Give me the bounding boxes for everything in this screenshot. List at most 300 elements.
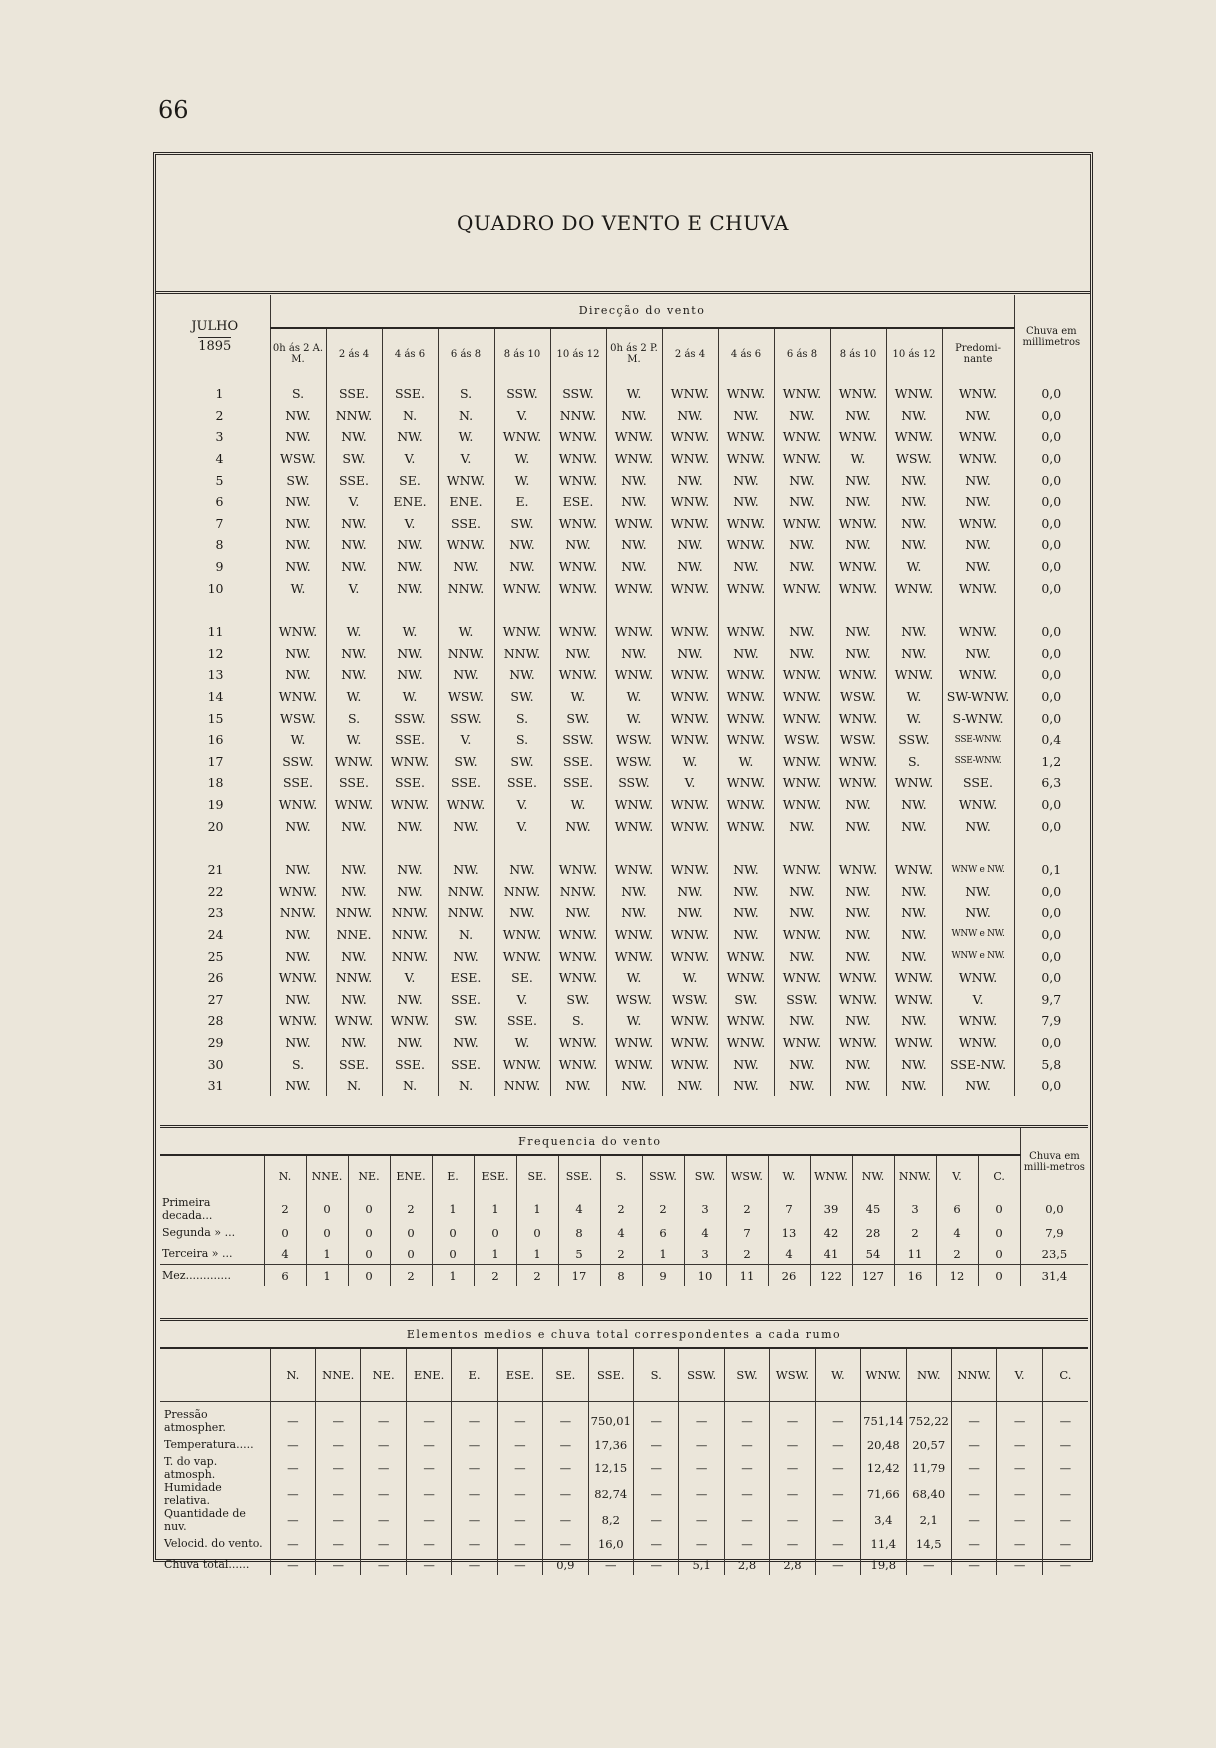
direction-cell: WNW.: [550, 621, 606, 643]
direction-cell: NW.: [270, 534, 326, 556]
direction-cell: NW.: [830, 534, 886, 556]
direction-cell: V.: [382, 513, 438, 535]
predominant-cell: WNW.: [942, 448, 1014, 470]
direction-cell: V.: [494, 794, 550, 816]
direction-cell: SSE.: [494, 1010, 550, 1032]
spacer-cell: [550, 837, 606, 859]
direction-cell: NNW.: [326, 967, 382, 989]
direction-cell: W.: [662, 967, 718, 989]
direction-cell: WSW.: [270, 707, 326, 729]
direction-cell: SSE.: [326, 1053, 382, 1075]
spacer-cell: [438, 837, 494, 859]
spacer-cell: [382, 837, 438, 859]
day-cell: 11: [207, 624, 224, 640]
rain-cell: 1,2: [1014, 751, 1088, 773]
direction-cell: WNW.: [606, 1053, 662, 1075]
frequency-cell: 2: [264, 1196, 306, 1222]
element-cell: —: [361, 1507, 406, 1533]
frequency-cell: 0: [432, 1222, 474, 1243]
direction-cell: WNW.: [494, 1053, 550, 1075]
direction-cell: NW.: [494, 902, 550, 924]
table-row: [160, 902, 1088, 924]
direction-cell: S.: [550, 1010, 606, 1032]
frequency-cell: 8: [558, 1222, 600, 1243]
direction-cell: W.: [438, 426, 494, 448]
direction-cell: NW.: [382, 815, 438, 837]
direction-cell: NW.: [830, 945, 886, 967]
direction-cell: W.: [438, 621, 494, 643]
direction-cell: NW.: [326, 1032, 382, 1054]
direction-cell: NW.: [270, 405, 326, 427]
element-cell: 68,40: [906, 1481, 951, 1507]
element-cell: —: [997, 1554, 1042, 1575]
direction-cell: WNW.: [550, 1053, 606, 1075]
element-cell: —: [361, 1481, 406, 1507]
table-row: [160, 880, 1088, 902]
element-cell: —: [679, 1481, 724, 1507]
direction-cell: NW.: [886, 880, 942, 902]
direction-header: SSE.: [588, 1348, 633, 1402]
direction-cell: NW.: [886, 945, 942, 967]
direction-cell: SSE.: [438, 1053, 494, 1075]
element-cell: 11,4: [861, 1533, 906, 1554]
element-cell: 2,8: [770, 1554, 815, 1575]
direction-header: NNW.: [951, 1348, 996, 1402]
direction-cell: NW.: [270, 945, 326, 967]
direction-cell: NW.: [830, 621, 886, 643]
frequency-cell: 1: [516, 1243, 558, 1265]
direction-cell: NNW.: [494, 880, 550, 902]
direction-cell: SSE.: [270, 772, 326, 794]
frequency-cell: 6: [642, 1222, 684, 1243]
direction-cell: NNW.: [550, 880, 606, 902]
direction-cell: WNW.: [494, 426, 550, 448]
direction-cell: WSW.: [774, 729, 830, 751]
day-cell: 20: [207, 818, 224, 834]
element-cell: 751,14: [861, 1402, 906, 1435]
direction-cell: NW.: [830, 643, 886, 665]
direction-cell: WNW.: [270, 621, 326, 643]
row-label: Temperatura.....: [164, 1438, 254, 1451]
row-label: T. do vap. atmosph.: [164, 1455, 218, 1481]
predominant-cell: S-WNW.: [942, 707, 1014, 729]
predominant-cell: WNW.: [942, 426, 1014, 448]
direction-cell: WNW.: [774, 707, 830, 729]
direction-cell: W.: [606, 1010, 662, 1032]
element-cell: —: [1042, 1507, 1088, 1533]
element-cell: —: [270, 1507, 315, 1533]
direction-cell: NW.: [270, 1075, 326, 1097]
table-row: [160, 448, 1088, 470]
frequency-cell: 1: [306, 1265, 348, 1287]
direction-cell: NW.: [718, 880, 774, 902]
day-cell: 22: [207, 883, 224, 899]
direction-header: N.: [270, 1348, 315, 1402]
direction-cell: WNW.: [718, 967, 774, 989]
direction-cell: WNW.: [662, 491, 718, 513]
direction-cell: WNW.: [550, 859, 606, 881]
direction-header: W.: [768, 1155, 810, 1196]
direction-cell: WNW.: [382, 794, 438, 816]
frequency-cell: 0: [390, 1222, 432, 1243]
direction-cell: NW.: [326, 815, 382, 837]
direction-cell: NW.: [774, 1075, 830, 1097]
spacer-cell: [550, 599, 606, 621]
direction-cell: SW.: [494, 513, 550, 535]
table-row: [160, 815, 1088, 837]
row-label: Terceira » ...: [162, 1247, 233, 1260]
frequency-cell: 7: [768, 1196, 810, 1222]
predominant-cell: WNW.: [942, 664, 1014, 686]
direction-cell: NW.: [662, 902, 718, 924]
direction-cell: NNW.: [326, 405, 382, 427]
direction-cell: NW.: [326, 534, 382, 556]
direction-cell: NW.: [830, 924, 886, 946]
direction-cell: WNW.: [718, 577, 774, 599]
direction-header: ESE.: [474, 1155, 516, 1196]
frequency-cell: 0: [978, 1222, 1020, 1243]
element-cell: —: [770, 1455, 815, 1481]
element-cell: 11,79: [906, 1455, 951, 1481]
direction-cell: W.: [886, 686, 942, 708]
direction-cell: NW.: [382, 556, 438, 578]
day-cell: 6: [215, 494, 224, 510]
direction-cell: WNW.: [606, 1032, 662, 1054]
direction-cell: W.: [718, 751, 774, 773]
day-cell: 13: [207, 667, 224, 683]
direction-cell: N.: [438, 405, 494, 427]
element-cell: —: [361, 1402, 406, 1435]
hour-header: 4 ás 6: [382, 328, 438, 379]
element-cell: 3,4: [861, 1507, 906, 1533]
rain-cell: 0,0: [1014, 924, 1088, 946]
element-cell: —: [361, 1554, 406, 1575]
rain-cell: 0,0: [1014, 1032, 1088, 1054]
direction-cell: NW.: [830, 794, 886, 816]
direction-cell: WNW.: [550, 577, 606, 599]
direction-header: WNW.: [861, 1348, 906, 1402]
table-row: [160, 967, 1088, 989]
hour-header: 6 ás 8: [774, 328, 830, 379]
direction-cell: NW.: [718, 902, 774, 924]
element-cell: 19,8: [861, 1554, 906, 1575]
direction-cell: WNW.: [550, 556, 606, 578]
direction-cell: V.: [382, 967, 438, 989]
element-cell: —: [361, 1455, 406, 1481]
direction-cell: SSE.: [326, 772, 382, 794]
spacer-cell: [830, 837, 886, 859]
day-cell: 8: [215, 537, 224, 553]
direction-cell: NW.: [774, 621, 830, 643]
direction-cell: N.: [382, 1075, 438, 1097]
rain-cell: 7,9: [1020, 1222, 1088, 1243]
direction-cell: NW.: [662, 405, 718, 427]
direction-cell: WSW.: [830, 729, 886, 751]
predominant-cell: SSE-WNW.: [942, 751, 1014, 773]
direction-cell: NW.: [774, 491, 830, 513]
element-cell: —: [452, 1481, 497, 1507]
element-cell: 12,15: [588, 1455, 633, 1481]
direction-cell: NW.: [270, 556, 326, 578]
direction-cell: SSE.: [382, 1053, 438, 1075]
direction-cell: WNW.: [830, 707, 886, 729]
frequency-cell: 26: [768, 1265, 810, 1287]
frequency-table: [160, 1128, 1088, 1286]
direction-cell: NW.: [270, 664, 326, 686]
direction-cell: WSW.: [606, 729, 662, 751]
direction-cell: WNW.: [830, 751, 886, 773]
frequency-cell: 3: [684, 1243, 726, 1265]
direction-cell: W.: [886, 556, 942, 578]
table-row: [160, 945, 1088, 967]
direction-cell: WNW.: [550, 967, 606, 989]
frequency-cell: 1: [474, 1243, 516, 1265]
element-cell: 2,8: [724, 1554, 769, 1575]
page-title: QUADRO DO VENTO E CHUVA: [457, 211, 789, 235]
frequency-cell: 2: [600, 1196, 642, 1222]
direction-header: E.: [452, 1348, 497, 1402]
direction-cell: NW.: [774, 556, 830, 578]
direction-cell: WNW.: [270, 967, 326, 989]
element-cell: —: [633, 1507, 678, 1533]
table-row: [160, 1196, 1088, 1222]
direction-cell: NW.: [886, 794, 942, 816]
element-cell: 17,36: [588, 1434, 633, 1455]
direction-cell: WNW.: [662, 448, 718, 470]
day-cell: 18: [207, 775, 224, 791]
direction-cell: WSW.: [662, 988, 718, 1010]
frequency-cell: 5: [558, 1243, 600, 1265]
element-cell: 0,9: [543, 1554, 588, 1575]
direction-cell: NW.: [326, 859, 382, 881]
day-cell: 1: [215, 386, 224, 402]
direction-cell: V.: [438, 729, 494, 751]
frequency-section: [160, 1125, 1088, 1286]
frequency-cell: 6: [936, 1196, 978, 1222]
direction-header: SW.: [724, 1348, 769, 1402]
direction-cell: WSW.: [438, 686, 494, 708]
direction-cell: NW.: [886, 643, 942, 665]
direction-header: NW.: [906, 1348, 951, 1402]
element-cell: —: [815, 1402, 860, 1435]
direction-cell: WNW.: [662, 859, 718, 881]
month-label: JULHO: [191, 319, 239, 335]
spacer-cell: [606, 599, 662, 621]
direction-cell: SSE.: [326, 469, 382, 491]
table-row: [160, 1434, 1088, 1455]
direction-header: ENE.: [390, 1155, 432, 1196]
direction-cell: NW.: [606, 405, 662, 427]
direction-cell: WNW.: [270, 686, 326, 708]
direction-cell: S.: [494, 707, 550, 729]
direction-cell: NW.: [550, 534, 606, 556]
predominant-cell: NW.: [942, 534, 1014, 556]
element-cell: —: [497, 1533, 542, 1554]
direction-cell: NW.: [270, 426, 326, 448]
direction-cell: NNW.: [382, 902, 438, 924]
predominant-cell: WNW e NW.: [942, 924, 1014, 946]
element-cell: —: [452, 1533, 497, 1554]
direction-cell: NW.: [606, 880, 662, 902]
direction-cell: WNW.: [326, 794, 382, 816]
rain-cell: 0,0: [1014, 534, 1088, 556]
direction-cell: WNW.: [270, 880, 326, 902]
direction-cell: ESE.: [438, 967, 494, 989]
hour-header: 0h ás 2 P. M.: [606, 328, 662, 379]
direction-cell: W.: [606, 967, 662, 989]
element-cell: —: [815, 1507, 860, 1533]
predominant-cell: WNW.: [942, 621, 1014, 643]
element-cell: —: [270, 1554, 315, 1575]
day-cell: 14: [207, 689, 224, 705]
direction-cell: WNW.: [550, 469, 606, 491]
frequency-cell: 0: [978, 1243, 1020, 1265]
hour-header: 2 ás 4: [326, 328, 382, 379]
direction-cell: WNW.: [774, 426, 830, 448]
table-row: [160, 988, 1088, 1010]
table-row: [160, 1554, 1088, 1575]
spacer-cell: [326, 599, 382, 621]
direction-cell: WNW.: [774, 513, 830, 535]
title-area: [156, 155, 1090, 294]
direction-cell: WNW.: [662, 686, 718, 708]
predominant-cell: SW-WNW.: [942, 686, 1014, 708]
rain-cell: 0,0: [1014, 405, 1088, 427]
predominant-cell: WNW.: [942, 794, 1014, 816]
table-row: [160, 1455, 1088, 1481]
direction-cell: NW.: [830, 1075, 886, 1097]
day-cell: 19: [207, 796, 224, 812]
element-cell: —: [543, 1481, 588, 1507]
frequency-cell: 1: [474, 1196, 516, 1222]
frequency-cell: 4: [684, 1222, 726, 1243]
direction-cell: NW.: [774, 815, 830, 837]
direction-cell: WNW.: [662, 513, 718, 535]
direction-cell: S.: [886, 751, 942, 773]
element-cell: —: [1042, 1481, 1088, 1507]
frequency-cell: 2: [894, 1222, 936, 1243]
direction-cell: WNW.: [830, 556, 886, 578]
direction-cell: NNW.: [270, 902, 326, 924]
direction-cell: WNW.: [662, 1053, 718, 1075]
direction-cell: N.: [382, 405, 438, 427]
direction-header: SSE.: [558, 1155, 600, 1196]
direction-cell: NW.: [606, 534, 662, 556]
day-cell: 23: [207, 905, 224, 921]
element-cell: —: [997, 1402, 1042, 1435]
day-cell: 15: [207, 710, 224, 726]
rain-cell: 0,0: [1014, 707, 1088, 729]
frequency-cell: 0: [516, 1222, 558, 1243]
direction-cell: WNW.: [270, 1010, 326, 1032]
day-cell: 26: [207, 970, 224, 986]
direction-cell: NNW.: [494, 1075, 550, 1097]
table-row: [160, 686, 1088, 708]
direction-header: SSW.: [679, 1348, 724, 1402]
direction-cell: WNW.: [606, 621, 662, 643]
direction-cell: NW.: [718, 1053, 774, 1075]
direction-cell: E.: [494, 491, 550, 513]
direction-header: S.: [633, 1348, 678, 1402]
direction-cell: NW.: [830, 880, 886, 902]
table-row: [160, 577, 1088, 599]
direction-cell: NW.: [886, 815, 942, 837]
direction-cell: NW.: [886, 405, 942, 427]
table-row: [160, 643, 1088, 665]
direction-cell: SW.: [718, 988, 774, 1010]
direction-cell: NW.: [662, 880, 718, 902]
direction-cell: ENE.: [438, 491, 494, 513]
direction-cell: SW.: [550, 707, 606, 729]
direction-cell: NW.: [886, 1053, 942, 1075]
direction-cell: WNW.: [718, 945, 774, 967]
element-cell: —: [951, 1402, 996, 1435]
direction-cell: NW.: [606, 1075, 662, 1097]
direction-cell: WNW.: [830, 967, 886, 989]
direction-cell: WNW.: [830, 513, 886, 535]
element-cell: 14,5: [906, 1533, 951, 1554]
day-cell: 2: [215, 407, 224, 423]
predominant-header: Predomi-nante: [942, 328, 1014, 379]
direction-cell: W.: [326, 686, 382, 708]
direction-cell: SW.: [494, 751, 550, 773]
frequency-cell: 4: [936, 1222, 978, 1243]
direction-cell: WNW.: [774, 859, 830, 881]
element-cell: —: [452, 1455, 497, 1481]
direction-cell: NW.: [718, 1075, 774, 1097]
table-row: [160, 379, 1088, 405]
element-cell: —: [316, 1533, 361, 1554]
direction-cell: WNW.: [606, 794, 662, 816]
table-row: [160, 1481, 1088, 1507]
direction-cell: WNW.: [886, 426, 942, 448]
element-cell: —: [497, 1455, 542, 1481]
direction-cell: SSW.: [438, 707, 494, 729]
direction-cell: NW.: [830, 902, 886, 924]
direction-cell: NW.: [326, 643, 382, 665]
direction-cell: NW.: [438, 1032, 494, 1054]
direction-cell: WNW.: [718, 621, 774, 643]
rain-cell: 0,0: [1014, 426, 1088, 448]
direction-cell: NW.: [718, 405, 774, 427]
table-row: [160, 1010, 1088, 1032]
spacer-row: [160, 599, 1088, 621]
direction-cell: NW.: [270, 1032, 326, 1054]
direction-cell: WNW.: [662, 426, 718, 448]
year-label: 1895: [198, 338, 232, 354]
predominant-cell: NW.: [942, 491, 1014, 513]
direction-cell: NW.: [270, 513, 326, 535]
direction-cell: ENE.: [382, 491, 438, 513]
direction-cell: WNW.: [550, 1032, 606, 1054]
direction-cell: WNW.: [326, 751, 382, 773]
direction-cell: S.: [270, 1053, 326, 1075]
direction-cell: NW.: [438, 859, 494, 881]
direction-cell: WNW.: [718, 664, 774, 686]
spacer-cell: [718, 837, 774, 859]
frequency-cell: 0: [306, 1196, 348, 1222]
direction-header: N.: [264, 1155, 306, 1196]
direction-cell: NNW.: [382, 945, 438, 967]
element-cell: —: [633, 1434, 678, 1455]
spacer-cell: [662, 837, 718, 859]
element-cell: —: [316, 1434, 361, 1455]
predominant-cell: WNW.: [942, 379, 1014, 405]
direction-cell: WNW.: [550, 924, 606, 946]
row-label: Humidade relativa.: [164, 1481, 222, 1507]
rain-cell: 0,0: [1014, 945, 1088, 967]
direction-cell: WNW.: [662, 794, 718, 816]
